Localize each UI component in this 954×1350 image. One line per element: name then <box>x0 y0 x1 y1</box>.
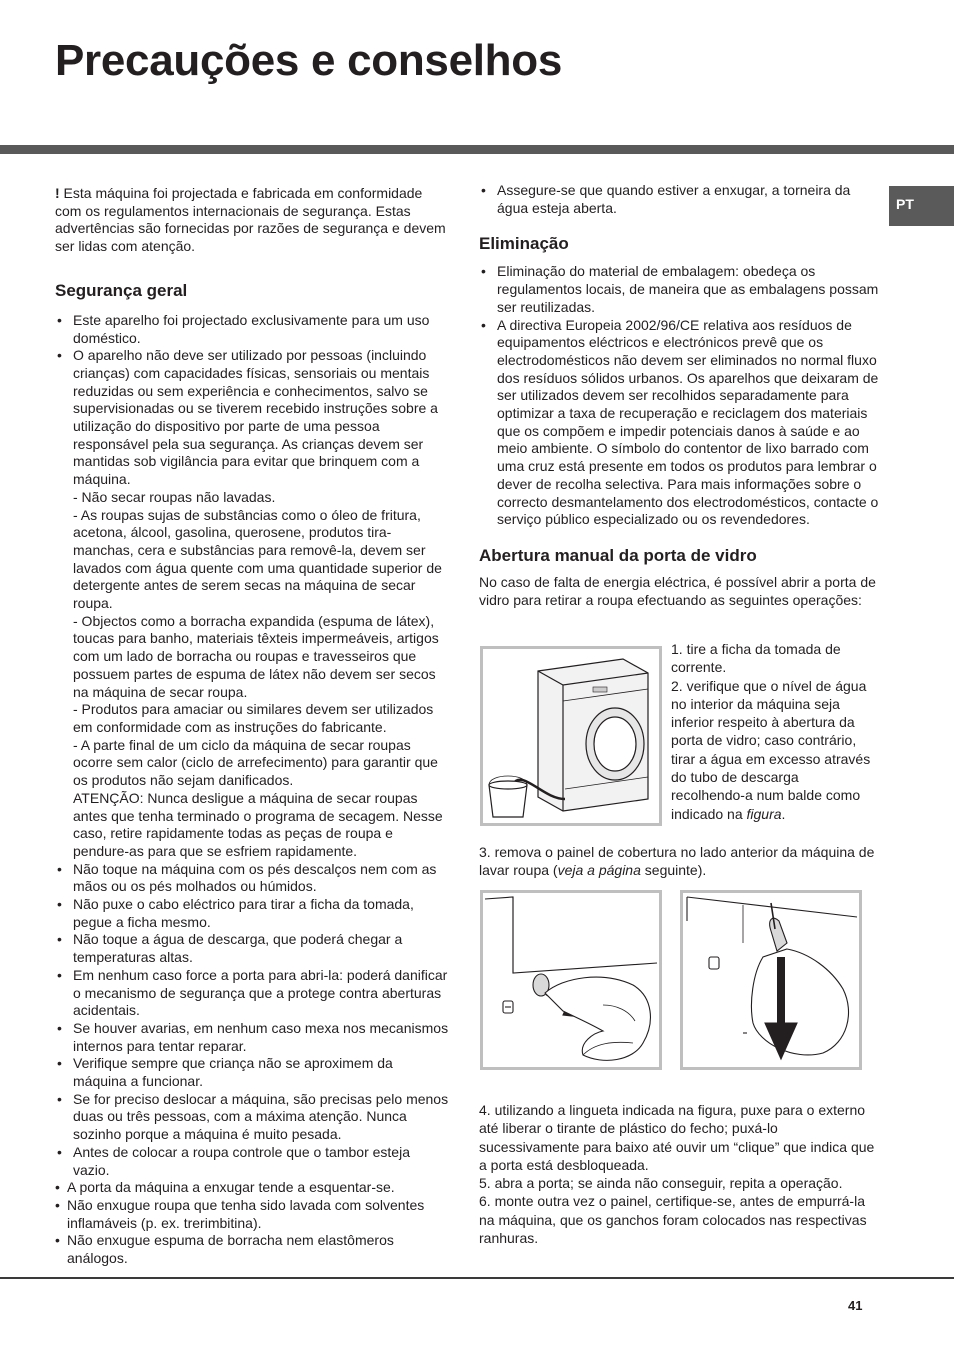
right-column <box>479 182 879 609</box>
list-item: • Este aparelho foi projectado exclusivamente para um uso doméstico. <box>55 312 450 347</box>
list-item: • A directiva Europeia 2002/96/CE relativa aos resíduos de equipamentos eléctricos e electrónicos prevê que os electrodomésticos não devem ser eliminados no normal fluxo dos resíduos sólidos urbanos. Os aparelhos que deixaram de ser utilizados devem ser recolhidos separadamente para optimizar a taxa de recuperação e reciclagem dos materiais que os compõem e impedir potenciais danos à saúde e ao meio ambiente. O símbolo do contentor de lixo barrado com uma cruz está presente em todos os produtos para lembrar o dever de recolha selectiva. Para mais informações sobre o correcto desmantelamento dos electrodomésticos, contacte o serviço público especializado ou os revendedores. <box>479 317 879 529</box>
list-item: • A porta da máquina a enxugar tende a esquentar-se. <box>55 1179 450 1197</box>
list-item: • Não toque a água de descarga, que poderá chegar a temperaturas altas. <box>55 931 450 966</box>
list-item <box>55 347 450 860</box>
seguranca-list <box>55 312 450 1179</box>
sub-item-warning: ATENÇÃO: Nunca desligue a máquina de secar roupas antes que tenha terminado o programa de secagem. Nesse caso, retire rapidamente todas as peças de roupa e pendure-as para que se esfriem rapidamente. <box>73 789 443 859</box>
sub-item: - A parte final de um ciclo da máquina de secar roupas ocorre sem calor (ciclo de arrefecimento) para garantir que os produtos não sejam danificados. <box>73 736 438 789</box>
list-item-text: O aparelho não deve ser utilizado por pessoas (incluindo crianças) com capacidades físicas, sensoriais ou mentais reduzidas ou sem experiência e conhecimentos, salvo se supervisionadas ou se tiverem recebido instruções sobre a utilização do dispositivo por parte de uma pessoa responsável pela sua segurança. As crianças devem ser mantidas sob vigilância para evitar que brinquem com a máquina. <box>73 347 438 488</box>
sub-item: - Produtos para amaciar ou similares devem ser utilizados em conformidade com as instruções do fabricante. <box>73 701 434 735</box>
heading-eliminacao: Eliminação <box>479 234 569 254</box>
step-3-end: seguinte). <box>640 862 707 878</box>
language-tab: PT <box>889 186 954 226</box>
figure-pull-down <box>680 890 862 1070</box>
step-2 <box>671 677 871 823</box>
list-item: • Eliminação do material de embalagem: obedeça os regulamentos locais, de maneira que as embalagens possam ser reutilizadas. <box>479 263 879 316</box>
list-item: • Se for preciso deslocar a máquina, são precisas pelo menos duas ou três pessoas, com a máxima atenção. Nunca sozinho porque a máquina é muito pesada. <box>55 1091 450 1144</box>
list-item: • Se houver avarias, em nenhum caso mexa nos mecanismos internos para tentar reparar. <box>55 1020 450 1055</box>
steps-1-2 <box>671 640 871 823</box>
step-6: 6. monte outra vez o painel, certifique-se, antes de empurrá-la na máquina, que os ganchos foram colocados nas respectivas ranhuras. <box>479 1193 867 1247</box>
step-5: 5. abra a porta; se ainda não conseguir, repita a operação. <box>479 1175 843 1192</box>
eliminacao-list <box>479 263 879 529</box>
figure-washer-drain <box>480 646 662 826</box>
intro-text: Esta máquina foi projectada e fabricada em conformidade com os regulamentos internacionais de segurança. Estas advertências são fornecidas por razões de segurança e devem ser lidas com atenção. <box>55 185 446 255</box>
abertura-intro: No caso de falta de energia eléctrica, é possível abrir a porta de vidro para retirar a roupa efectuando as seguintes operações: <box>479 573 876 608</box>
heading-abertura: Abertura manual da porta de vidro <box>479 545 757 565</box>
step-3-emphasis: veja a página <box>557 862 641 878</box>
list-item: • Não enxugue roupa que tenha sido lavada com solventes inflamáveis (p. ex. trerimbitina). <box>55 1197 450 1232</box>
header-rule <box>0 145 954 154</box>
figure-pull-tab <box>480 890 662 1070</box>
page-title: Precauções e conselhos <box>55 36 562 85</box>
list-item: • Em nenhum caso force a porta para abri-la: poderá danificar o mecanismo de segurança que a protege contra aberturas acidentais. <box>55 967 450 1020</box>
extra-list <box>55 1179 450 1268</box>
sub-item: - Objectos como a borracha expandida (espuma de látex), toucas para banho, materiais têxteis impermeáveis, artigos com um lado de borracha ou roupas e travesseiros que possuem partes de espuma de látex não devem ser secos na máquina de secar roupa. <box>73 612 439 700</box>
list-item: • Antes de colocar a roupa controle que o tambor esteja vazio. <box>55 1144 450 1179</box>
step-2-emphasis: figura <box>746 805 782 822</box>
list-item: • Não enxugue espuma de borracha nem elastômeros análogos. <box>55 1232 450 1267</box>
sub-item: - Não secar roupas não lavadas. <box>73 488 276 505</box>
warning-mark: ! <box>55 185 60 201</box>
top-list <box>479 182 879 217</box>
step-3-text: 3. remova o painel de cobertura no lado anterior da máquina de lavar roupa ( <box>479 844 875 878</box>
pull-tab-illustration <box>483 893 659 1067</box>
left-column <box>55 185 450 1268</box>
list-item: • Não toque na máquina com os pés descalços nem com as mãos ou os pés molhados ou húmidos. <box>55 861 450 896</box>
step-3-paragraph <box>479 843 879 879</box>
list-item: • Verifique sempre que criança não se aproximem da máquina a funcionar. <box>55 1055 450 1090</box>
pull-down-illustration <box>683 893 859 1067</box>
sub-item: - As roupas sujas de substâncias como o óleo de fritura, acetona, álcool, gasolina, querosene, produtos tira-manchas, cera e substâncias para removê-la, devem ser lavados com água quente com uma quantidade superior de detergente antes de serem secas na máquina de secar roupa. <box>73 506 442 612</box>
step-4: 4. utilizando a lingueta indicada na figura, puxe para o externo até liberar o tirante de plástico do fecho; puxá-lo sucessivamente para baixo até ouvir um “clique” que indica que a porta está desbloqueada. <box>479 1102 875 1173</box>
intro-paragraph <box>55 185 450 256</box>
heading-seguranca: Segurança geral <box>55 280 188 300</box>
step-1: 1. tire a ficha da tomada de corrente. <box>671 641 841 676</box>
step-2-text: 2. verifique que o nível de água no interior da máquina seja inferior respeito à abertura da porta de vidro; caso contrário, tirar a água em excesso através do tubo de descarga recolhendo-a num balde como indicado na <box>671 677 871 822</box>
step-3 <box>479 843 879 879</box>
steps-4-6 <box>479 1101 879 1247</box>
list-item: • Assegure-se que quando estiver a enxugar, a torneira da água esteja aberta. <box>479 182 879 217</box>
washer-drain-illustration <box>483 649 659 823</box>
footer-rule <box>0 1277 954 1279</box>
page-number: 41 <box>848 1298 863 1313</box>
step-2-end: . <box>781 805 786 822</box>
list-item: • Não puxe o cabo eléctrico para tirar a ficha da tomada, pegue a ficha mesmo. <box>55 896 450 931</box>
